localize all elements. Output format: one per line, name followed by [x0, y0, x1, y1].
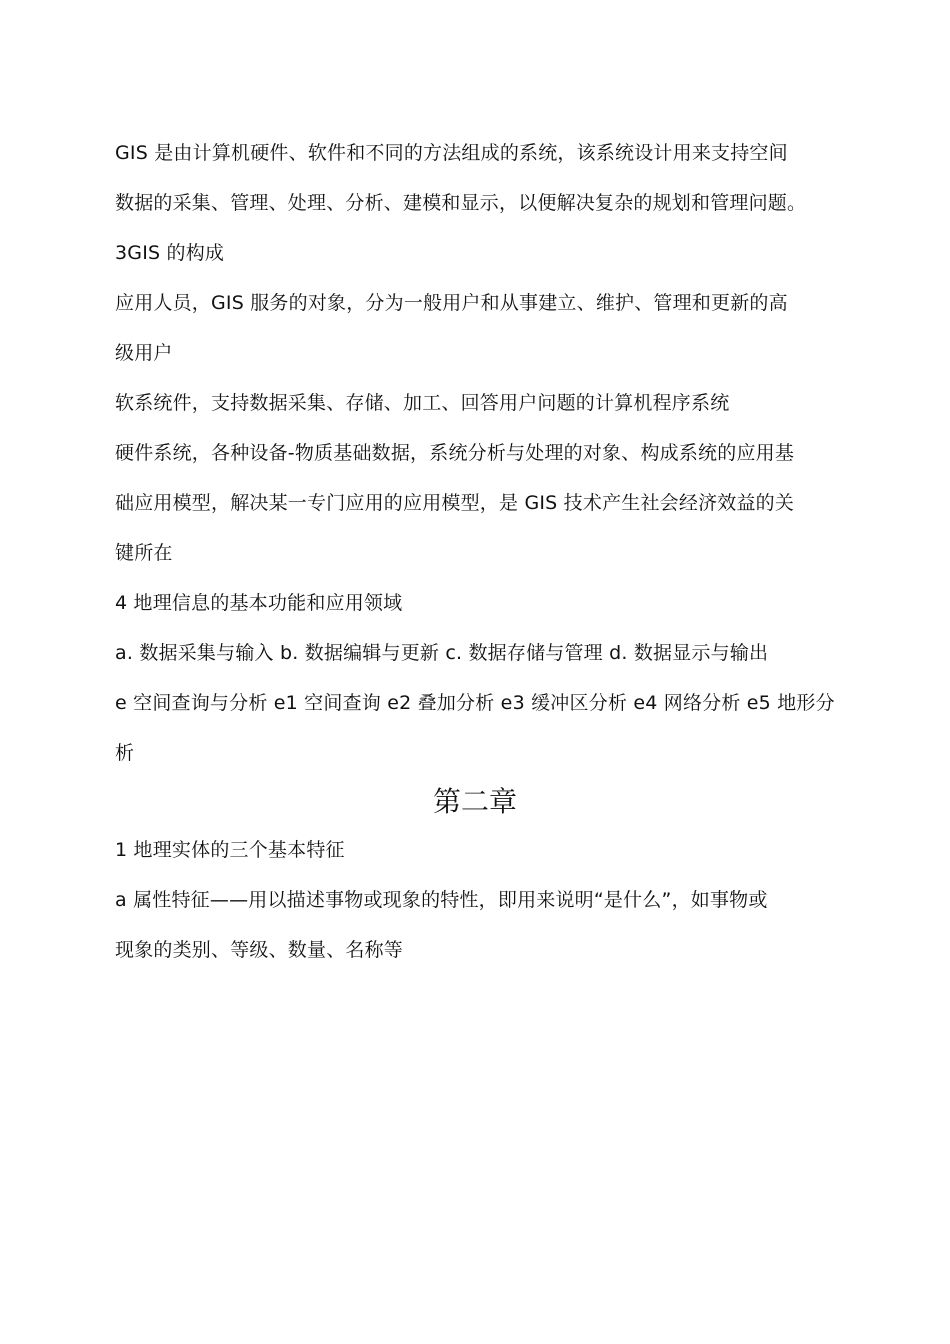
text-line: 现象的类别、等级、数量、名称等 — [115, 939, 404, 961]
chapter-title: 第二章 — [432, 785, 517, 818]
text-line: 软系统件，支持数据采集、存储、加工、回答用户问题的计算机程序系统 — [115, 392, 730, 414]
text-line: 础应用模型，解决某一专门应用的应用模型，是 GIS 技术产生社会经济效益的关 — [115, 492, 795, 514]
text-line: a 属性特征——用以描述事物或现象的特性，即用来说明“是什么”，如事物或 — [115, 889, 768, 911]
text-line: e 空间查询与分析 e1 空间查询 e2 叠加分析 e3 缓冲区分析 e4 网络分析 e5 地形分 — [115, 692, 835, 714]
text-line: 应用人员，GIS 服务的对象，分为一般用户和从事建立、维护、管理和更新的高 — [115, 292, 788, 314]
text-line: a. 数据采集与输入 b. 数据编辑与更新 c. 数据存储与管理 d. 数据显示与输出 — [115, 642, 769, 664]
text-line: 析 — [115, 742, 135, 764]
text-line: 级用户 — [115, 342, 173, 364]
text-line: 数据的采集、管理、处理、分析、建模和显示，以便解决复杂的规划和管理问题。 — [115, 192, 807, 214]
text-line: 硬件系统，各种设备-物质基础数据，系统分析与处理的对象、构成系统的应用基 — [115, 442, 795, 464]
section-heading: 1 地理实体的三个基本特征 — [115, 839, 345, 861]
section-heading: 4 地理信息的基本功能和应用领域 — [115, 592, 403, 614]
section-heading: 3GIS 的构成 — [115, 242, 225, 264]
text-line: 键所在 — [115, 542, 173, 564]
text-line: GIS 是由计算机硬件、软件和不同的方法组成的系统，该系统设计用来支持空间 — [115, 142, 788, 164]
